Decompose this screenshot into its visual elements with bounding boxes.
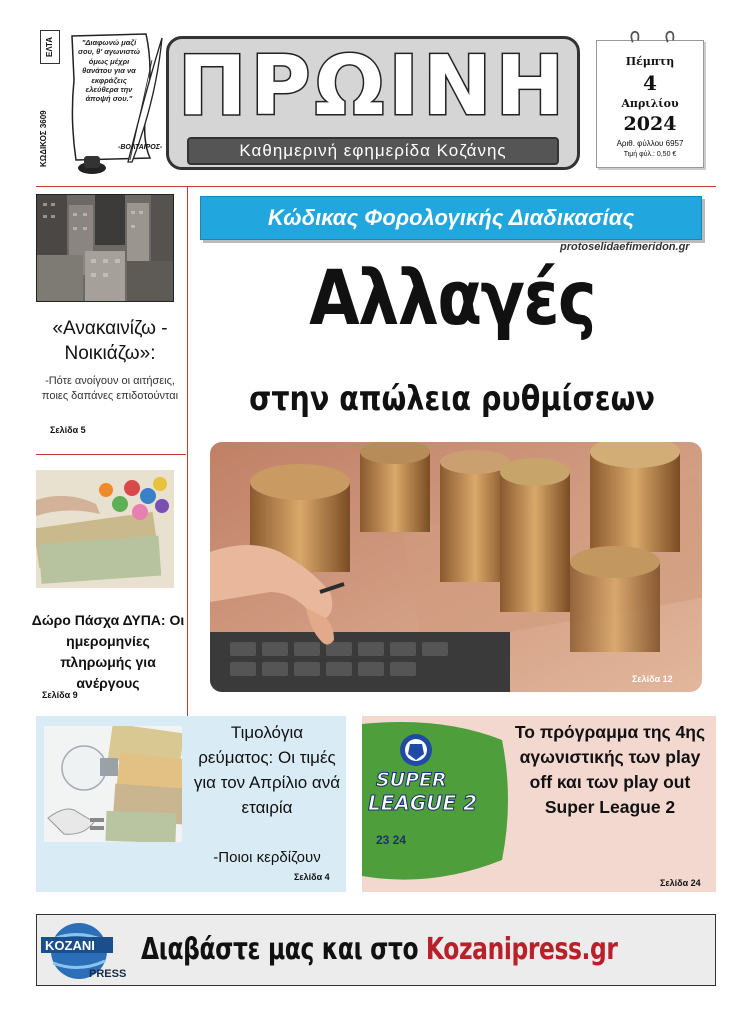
- banner-site-link[interactable]: Kozanipress.gr: [425, 932, 618, 967]
- story-page-ref: Σελίδα 5: [50, 425, 86, 435]
- superleague-logo-line2: LEAGUE 2: [368, 791, 478, 815]
- quote-author: -ΒΟΛΤΑΙΡΟΣ-: [118, 144, 163, 151]
- postal-code: ΚΩΔΙΚΟΣ 3609: [39, 110, 48, 168]
- column-divider: [187, 186, 188, 716]
- banner-text-prefix: Διαβάστε μας και στο: [141, 932, 426, 967]
- kozanipress-logo-top: KOZANI: [45, 938, 95, 953]
- quote-text: "Διαφωνώ μαζί σου, θ' αγωνιστώ όμως μέχρι θανάτου για να εκφράζεις ελεύθερα την άποψή σου.": [78, 38, 140, 104]
- quote-box: [66, 30, 164, 180]
- superleague-logo-line1: SUPER: [376, 769, 447, 791]
- electricity-headline: Τιμολόγια ρεύματος: Οι τιμές για τον Απρίλιο ανά εταιρία: [193, 723, 341, 817]
- calendar-date: 4: [643, 71, 657, 95]
- watermark-text: protoselidaefimeridon.gr: [560, 241, 690, 253]
- story-headline-renovate: «Ανακαινίζω - Νοικιάζω»:: [52, 318, 168, 364]
- date-calendar: [592, 30, 710, 170]
- superleague-logo-season: 23 24: [376, 833, 407, 847]
- newspaper-subtitle: Καθημερινή εφημερίδα Κοζάνης: [187, 137, 559, 165]
- newspaper-logo: [166, 36, 580, 170]
- story-summary-renovate: -Πότε ανοίγουν οι αιτήσεις, ποιες δαπάνες επιδοτούνται: [41, 375, 179, 402]
- kozanipress-logo-icon: [39, 919, 139, 983]
- calendar-day: Πέμπτη: [625, 55, 675, 68]
- elta-stamp: ΕΛΤΑ: [40, 30, 60, 64]
- city-buildings-image: [37, 195, 174, 302]
- story-page-ref: Σελίδα 9: [42, 690, 78, 700]
- calendar-page: [596, 40, 704, 168]
- easter-money-image: [36, 470, 174, 588]
- kozanipress-banner[interactable]: [36, 914, 716, 986]
- superleague-headline: Το πρόγραμμα της 4ης αγωνιστικής των play off και των play out Super League 2: [514, 722, 706, 817]
- calendar-year: 2024: [623, 113, 677, 135]
- calendar-month: Απριλίου: [621, 97, 679, 110]
- easter-money-photo: [36, 470, 174, 588]
- postal-marks: [38, 30, 62, 170]
- calendar-rings-icon: [622, 30, 682, 44]
- superleague-logo: [362, 720, 512, 884]
- left-story-divider: [36, 454, 186, 455]
- newspaper-title: ΠΡΩΙΝΗ: [177, 39, 569, 134]
- banner-text: [141, 925, 618, 975]
- main-headline: Αλλαγές: [309, 253, 595, 342]
- electricity-page-ref: Σελίδα 4: [294, 872, 330, 882]
- issue-price: Τιμή φύλ.: 0,50 €: [623, 151, 677, 158]
- masthead-divider: [36, 186, 716, 187]
- issue-number: Αριθ. φύλλου 6957: [616, 139, 684, 148]
- electricity-subhead: -Ποιοι κερδίζουν: [213, 849, 321, 866]
- coins-calculator-image: [210, 442, 702, 692]
- main-story-page-ref: Σελίδα 12: [632, 674, 673, 684]
- story-headline-easter-bonus: Δώρο Πάσχα ΔΥΠΑ: Οι ημερομηνίες πληρωμής για ανέργους: [31, 612, 185, 691]
- kozanipress-logo-bottom: PRESS: [89, 968, 127, 980]
- city-buildings-photo: [36, 194, 174, 302]
- main-subheadline: στην απώλεια ρυθμίσεων: [249, 379, 655, 419]
- superleague-page-ref: Σελίδα 24: [660, 878, 701, 888]
- main-story-kicker: Κώδικας Φορολογικής Διαδικασίας: [200, 196, 702, 240]
- lightbulb-money-photo: [44, 726, 182, 842]
- superleague-logo-image: [362, 720, 512, 884]
- lightbulb-money-image: [44, 726, 182, 842]
- coins-calculator-photo: [210, 442, 702, 692]
